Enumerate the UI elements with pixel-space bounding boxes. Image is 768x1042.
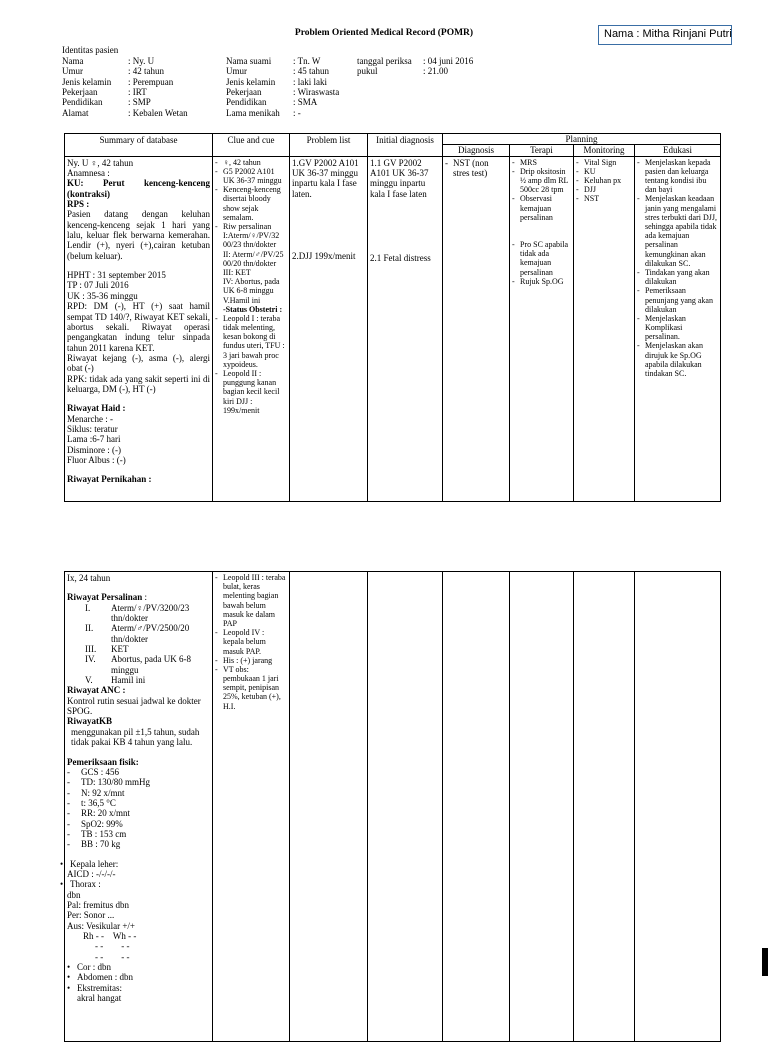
terapi-cell: - MRS - Drip oksitosin ½ amp dlm RL 500cc 28 tpm - Observasi kemajuan persalinan - Pro SC apabila tidak ada kemajuan persalinan - Rujuk Sp.OG: [510, 156, 574, 501]
monitoring-cell: - Vital Sign - KU - Keluhan px - DJJ - NST: [574, 156, 635, 501]
edukasi-item: Pemeriksaan penunjang yang akan dilakukan: [645, 286, 713, 314]
terapi-item: Observasi kemajuan persalinan: [520, 194, 553, 222]
husband-field: [226, 87, 339, 97]
edukasi-item: Menjelaskan akan dirujuk ke Sp.OG apabila dilakukan tindakan SC.: [645, 341, 703, 378]
patient-field-value: : Kebalen Wetan: [128, 107, 188, 118]
summary-line: Riwayat kejang (-), asma (-), alergi obat (-): [67, 352, 210, 374]
clue-item: I:Aterm/♀/PV/32 00/23 thn/dokter: [223, 231, 280, 250]
dash-line: - - - -: [95, 941, 130, 952]
fisik-item: t: 36,5 °C: [81, 797, 116, 808]
clue-item: G5 P2002 A101 UK 36-37 minggu: [223, 166, 282, 186]
exam-field-label: pukul: [357, 66, 378, 77]
thorax-line: Pal: fremitus dbn: [67, 899, 129, 910]
diagnosis-cell: - NST (non stres test): [443, 156, 510, 501]
terapi-item: Rujuk Sp.OG: [520, 276, 564, 286]
clue-item: VT obs: pembukaan 1 jari sempit, penipisan 25%, ketuban (+), H.I.: [223, 664, 281, 711]
anc-text: Kontrol rutin sesuai jadwal ke dokter SPOG.: [67, 695, 201, 717]
husband-field-value: : Wiraswasta: [293, 87, 340, 98]
summary-line: HPHT : 31 september 2015: [67, 270, 166, 281]
summary-line: Riwayat Pernikahan :: [67, 474, 152, 485]
pomr-table-1: [64, 133, 721, 502]
husband-identity: [226, 56, 339, 118]
patient-field-label: Jenis kelamin: [62, 76, 112, 87]
clue-item: V.Hamil ini: [223, 295, 261, 305]
edukasi-item: Menjelaskan kepada pasien dan keluarga tentang kondisi ibu dan bayi: [645, 157, 711, 195]
persalinan-item: Aterm/♂/PV/2500/20 thn/dokter: [111, 623, 190, 644]
edukasi-item: Tindakan yang akan dilakukan: [645, 267, 710, 287]
husband-field-value: : laki laki: [293, 76, 327, 87]
summary-line: TP : 07 Juli 2016: [67, 280, 129, 291]
initial-item: 2.1 Fetal distress: [370, 253, 431, 264]
anc-label: Riwayat ANC :: [67, 685, 126, 696]
thorax-item: Thorax :: [70, 879, 101, 890]
husband-field-value: : 45 tahun: [293, 66, 329, 77]
fisik-item: GCS : 456: [81, 766, 120, 777]
exam-field-label: tanggal periksa: [357, 56, 412, 66]
clue-cell: - ♀, 42 tahun - G5 P2002 A101 UK 36-37 minggu - Kenceng-kenceng disertai bloody show sejak semalam. - Riw persalinan I:Aterm/♀/PV/32 00/23 thn/dokter II: Aterm/♂/PV/25 00/20 thn/dokter III: KET IV: Abortus, pada UK 6-8 minggu V.Hamil ini -Status Obstetri : - Leopold I : teraba tidak melenting, kesan bokong di fundus uteri, TFU : 3 jari bawah proc xypoideus. - Leopold II : punggung kanan bagian kecil kecil kiri DJJ : 199x/menit: [213, 156, 290, 501]
husband-field-label: Pekerjaan: [226, 87, 262, 98]
summary-line: RPK: tidak ada yang sakit seperti ini di keluarga, DM (-), HT (-): [67, 373, 210, 394]
summary-line: KU: Perut kenceng-kenceng (kontraksi): [67, 178, 210, 199]
patient-identity: [62, 56, 188, 118]
clue-item: His : (+) jarang: [223, 655, 273, 665]
patient-field-value: : Perempuan: [128, 76, 174, 87]
husband-field: [226, 108, 339, 118]
fisik-item: TB : 153 cm: [81, 828, 127, 839]
summary-line: Menarche : -: [67, 413, 113, 424]
header-terapi: Terapi: [510, 145, 574, 156]
header-planning: Planning: [443, 134, 721, 145]
clue-item: -Status Obstetri :: [223, 304, 283, 314]
husband-field-value: : SMA: [293, 97, 318, 108]
patient-field-value: : IRT: [128, 87, 147, 98]
exam-info: [357, 56, 473, 77]
persalinan-label: Riwayat Persalinan: [67, 592, 143, 603]
diagnosis-cell-continued: [443, 572, 510, 1042]
summary-line: Ny. U ♀, 42 tahun: [67, 157, 134, 168]
husband-field-label: Lama menikah: [226, 107, 280, 118]
husband-field-label: Umur: [226, 66, 247, 77]
name-box: Nama : Mitha Rinjani Putri: [598, 25, 732, 45]
pomr-table-2: [60, 571, 721, 1042]
summary-line: Pasien datang dengan keluhan kenceng-kenceng sejak 1 hari yang lalu, keluar flek berwarna kemerahan. Lendir (+), nyeri (+),cairan ketuban (belum keluar).: [67, 209, 210, 261]
thorax-line: dbn: [67, 889, 81, 900]
summary-line: Siklus: teratur: [67, 423, 118, 434]
initial-cell-continued: [368, 572, 443, 1042]
exam-field-value: : 04 juni 2016: [423, 56, 474, 66]
monitoring-item: Vital Sign: [584, 157, 617, 167]
exam-field: [357, 56, 473, 66]
fisik-item: SpO2: 99%: [81, 818, 123, 829]
problem-item: 1.GV P2002 A101 UK 36-37 minggu inpartu kala I fase laten.: [292, 157, 359, 199]
abdomen-item: Abdomen : dbn: [77, 972, 133, 983]
summary-line: RPD: DM (-), HT (+) saat hamil sempat TD 140/?, Riwayat KET sekali, abortus sekali. Riwayat operasi pengangkatan indung telur sinpada tahun 2011 karena KET.: [67, 301, 210, 353]
patient-field: [62, 97, 188, 107]
dash-line: - - - -: [95, 951, 130, 962]
terapi-item: Pro SC apabila tidak ada kemajuan persalinan: [520, 240, 568, 277]
fisik-label: Pemeriksaan fisik:: [67, 756, 139, 767]
summary-line: Riwayat Haid :: [67, 403, 126, 414]
header-clue: Clue and cue: [213, 134, 290, 157]
rh-wh-line: Rh - - Wh - -: [83, 931, 137, 941]
ekstremitas-line: akral hangat: [77, 993, 122, 1004]
thorax-line: Aus: Vesikular +/+: [67, 920, 135, 931]
summary-line: Lama :6-7 hari: [67, 434, 121, 445]
problem-cell-continued: [290, 572, 368, 1042]
husband-field-value: : -: [293, 107, 301, 118]
monitoring-item: DJJ: [584, 185, 597, 195]
husband-field: [226, 56, 339, 66]
summary-line: Ix, 24 tahun: [67, 573, 111, 583]
fisik-item: BB : 70 kg: [81, 839, 121, 850]
patient-field-label: Pendidikan: [62, 97, 103, 108]
clue-cell-continued: - Leopold III : teraba bulat, keras melenting bagian bawah belum masuk ke dalam PAP - Leopold IV : kepala belum masuk PAP. - His : (+) jarang - VT obs: pembukaan 1 jari sempit, penipisan 25%, ketuban (+), H.I.: [213, 572, 290, 1042]
edukasi-cell: - Menjelaskan kepada pasien dan keluarga tentang kondisi ibu dan bayi - Menjelaskan keadaan janin yang mengalami stres terbukti dari DJJ, sehingga apabila tidak ada kemajuan persalinan kemungkinan akan dilakukan SC. - Tindakan yang akan dilakukan - Pemeriksaan penunjang yang akan dilakukan - Menjelaskan Komplikasi persalinan. - Menjelaskan akan dirujuk ke Sp.OG apabila dilakukan tindakan SC.: [635, 156, 721, 501]
patient-field-value: : SMP: [128, 97, 151, 108]
patient-field-value: : Ny. U: [128, 56, 155, 66]
patient-field-label: Umur: [62, 66, 83, 77]
fisik-item: N: 92 x/mnt: [81, 787, 125, 798]
patient-field-label: Nama: [62, 56, 84, 66]
initial-item: 1.1 GV P2002 A101 UK 36-37 minggu inpartu kala I fase laten: [370, 157, 429, 199]
problem-item: 2.DJJ 199x/menit: [292, 251, 356, 262]
kepala-item: Kepala leher:: [70, 858, 119, 869]
list-number: I.: [85, 602, 91, 613]
summary-cell-continued: Ix, 24 tahun Riwayat Persalinan : I. Aterm/♀/PV/3200/23 thn/dokter II. Aterm/♂/PV/2500/20 thn/dokter III. KET IV. Abortus, pada UK 6-8 minggu V. Hamil ini Riwayat ANC : Kontrol rutin sesuai jadwal ke dokter SPOG. RiwayatKB menggunakan pil ±1,5 tahun, sudah tidak pakai KB 4 tahun yang lalu. Pemeriksaan fisik: - GCS : 456 - TD: 130/80 mmHg - N: 92 x/mnt - t: 36,5 °C - RR: 20 x/mnt - SpO2: 99% - TB : 153 cm - BB : 70 kg • Kepala leher: AICD : -/-/-/- • Thorax : dbn Pal: fremitus dbn Per: Sonor ... Aus: Vesikular +/+ Rh - - Wh - - - - - - - - - - • Cor : dbn • Abdomen : dbn • Ekstremitas: akral hangat: [65, 572, 213, 1042]
clue-item: Riw persalinan: [223, 222, 272, 231]
edukasi-item: Menjelaskan keadaan janin yang mengalami stres terbukti dari DJJ, sehingga apabila tidak ada kemajuan persalinan kemungkinan akan dilakukan SC.: [645, 194, 717, 268]
clue-item: ♀, 42 tahun: [223, 157, 261, 167]
header-diagnosis: Diagnosis: [443, 145, 510, 156]
diagnosis-item: NST (non stres test): [453, 157, 489, 179]
clue-item: Leopold IV : kepala belum masuk PAP.: [223, 628, 266, 656]
summary-line: UK : 35-36 minggu: [67, 290, 138, 301]
cor-item: Cor : dbn: [77, 962, 112, 973]
kb-label: RiwayatKB: [67, 716, 112, 727]
page-edge-mark: [762, 948, 768, 976]
list-number: IV.: [85, 654, 96, 665]
page-title: Problem Oriented Medical Record (POMR): [294, 28, 474, 38]
monitoring-item: Keluhan px: [584, 176, 622, 186]
summary-line: RPS :: [67, 199, 90, 210]
patient-field: [62, 77, 188, 87]
patient-field: [62, 66, 188, 76]
summary-cell: [65, 156, 213, 501]
persalinan-list: [67, 603, 210, 686]
header-summary: Summary of database: [65, 134, 213, 157]
edukasi-cell-continued: [635, 572, 721, 1042]
clue-item: II: Aterm/♂/PV/25 00/20 thn/dokter: [223, 249, 284, 268]
aicd-item: AICD : -/-/-/-: [67, 868, 116, 879]
clue-item: Leopold III : teraba bulat, keras melenting bagian bawah belum masuk ke dalam PAP: [223, 573, 286, 628]
summary-line: Anamnesa :: [67, 168, 110, 179]
exam-field-value: : 21.00: [423, 66, 449, 77]
header-monitoring: Monitoring: [574, 145, 635, 156]
husband-field: [226, 66, 339, 76]
ekstremitas-item: Ekstremitas:: [77, 982, 122, 993]
monitoring-cell-continued: [574, 572, 635, 1042]
monitoring-item: KU: [584, 166, 596, 176]
list-number: III.: [85, 644, 97, 655]
clue-item: Kenceng-kenceng disertai bloody show sejak semalam.: [223, 185, 281, 222]
husband-field-label: Pendidikan: [226, 97, 267, 108]
terapi-item: MRS: [520, 157, 537, 167]
terapi-item: Drip oksitosin ½ amp dlm RL 500cc 28 tpm: [520, 166, 569, 195]
header-edukasi: Edukasi: [635, 145, 721, 156]
clue-item: Leopold II : punggung kanan bagian kecil kecil kiri DJJ : 199x/menit: [223, 369, 280, 415]
clue-item: III: KET: [223, 267, 251, 277]
clue-item: IV: Abortus, pada UK 6-8 minggu: [223, 277, 280, 296]
fisik-item: RR: 20 x/mnt: [81, 808, 131, 819]
patient-field-value: : 42 tahun: [128, 66, 164, 77]
persalinan-item: KET: [111, 644, 129, 655]
list-number: V.: [85, 675, 93, 686]
initial-cell: [368, 156, 443, 501]
patient-field: [62, 56, 188, 66]
kb-text: menggunakan pil ±1,5 tahun, sudah tidak pakai KB 4 tahun yang lalu.: [71, 726, 200, 748]
header-problem: Problem list: [290, 134, 368, 157]
thorax-line: Per: Sonor ...: [67, 910, 115, 921]
terapi-cell-continued: [510, 572, 574, 1042]
monitoring-item: NST: [584, 194, 600, 204]
persalinan-item: Aterm/♀/PV/3200/23 thn/dokter: [111, 602, 190, 624]
husband-field-value: : Tn. W: [293, 56, 321, 66]
identity-heading: Identitas pasien: [62, 45, 119, 55]
patient-field-label: Pekerjaan: [62, 87, 98, 98]
husband-field-label: Jenis kelamin: [226, 76, 276, 87]
header-initial: Initial diagnosis: [368, 134, 443, 157]
patient-field: [62, 108, 188, 118]
patient-field-label: Alamat: [62, 107, 89, 118]
summary-line: Disminore : (-): [67, 444, 121, 455]
husband-field: [226, 97, 339, 107]
summary-line: Fluor Albus : (-): [67, 454, 126, 465]
list-number: II.: [85, 623, 94, 634]
persalinan-item: Hamil ini: [111, 675, 146, 686]
edukasi-item: Menjelaskan Komplikasi persalinan.: [645, 313, 686, 342]
clue-item: Leopold I : teraba tidak melenting, kesan bokong di fundus uteri, TFU : 3 jari bawah proc xypoideus.: [223, 313, 285, 369]
exam-field: [357, 66, 473, 76]
persalinan-item: Abortus, pada UK 6-8 minggu: [111, 654, 191, 675]
husband-field: [226, 77, 339, 87]
fisik-item: TD: 130/80 mmHg: [81, 777, 150, 788]
patient-field: [62, 87, 188, 97]
husband-field-label: Nama suami: [226, 56, 272, 66]
problem-cell: [290, 156, 368, 501]
